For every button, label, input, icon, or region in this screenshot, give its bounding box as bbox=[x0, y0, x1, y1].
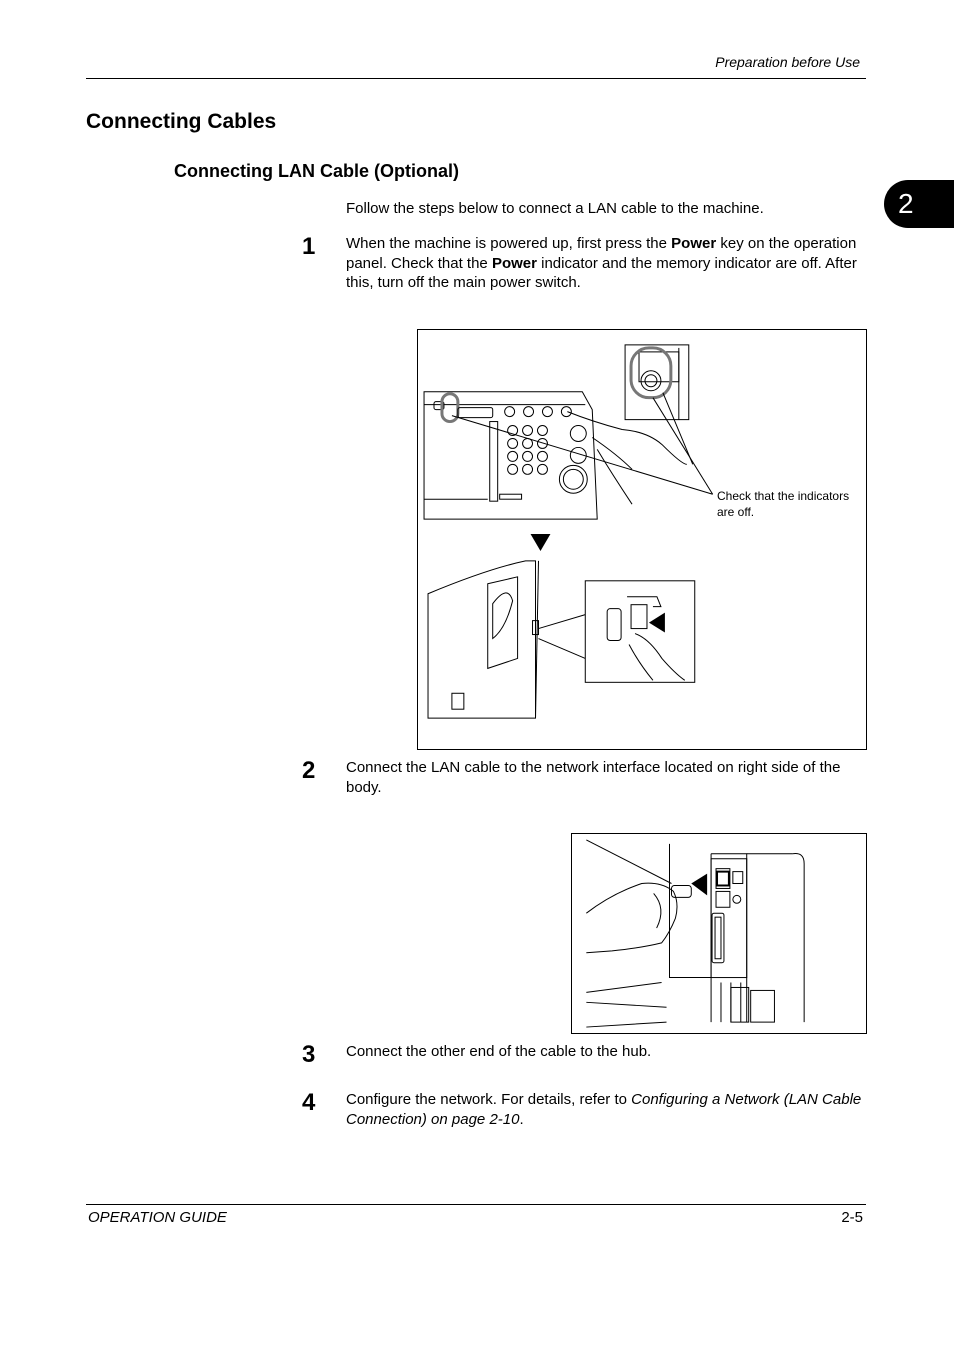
step-3-number: 3 bbox=[302, 1041, 316, 1068]
step-4-number: 4 bbox=[302, 1089, 316, 1116]
chapter-tab[interactable]: 2 bbox=[884, 180, 954, 228]
figure-power-off bbox=[417, 329, 867, 750]
section-subtitle: Connecting LAN Cable (Optional) bbox=[174, 161, 459, 181]
page-number: 2-5 bbox=[841, 1209, 863, 1226]
figure1-callout: Check that the indicators are off. bbox=[717, 489, 850, 519]
step-1-text: When the machine is powered up, first press the Power key on the operation panel. Check that the Power indicator and the memory indicator are off. After this, turn off the main power switch. bbox=[346, 235, 857, 291]
step-1-number: 1 bbox=[302, 233, 316, 260]
step-3-text: Connect the other end of the cable to the hub. bbox=[346, 1043, 652, 1060]
step-4-text: Configure the network. For details, refer to Configuring a Network (LAN Cable Connection) on page 2-10. bbox=[346, 1091, 862, 1128]
intro-text: Follow the steps below to connect a LAN cable to the machine. bbox=[346, 200, 764, 217]
running-header: Preparation before Use bbox=[715, 54, 860, 70]
step-2-number: 2 bbox=[302, 757, 316, 784]
header-rule bbox=[86, 78, 866, 79]
lan-connect-illustration bbox=[572, 834, 866, 1033]
page-title: Connecting Cables bbox=[86, 110, 277, 133]
footer-guide-title: OPERATION GUIDE bbox=[88, 1209, 227, 1226]
figure-lan-connect bbox=[571, 833, 867, 1034]
power-off-illustration bbox=[418, 330, 866, 749]
step-2-text: Connect the LAN cable to the network interface located on right side of the body. bbox=[346, 759, 841, 796]
footer-rule bbox=[86, 1204, 866, 1205]
cross-reference-link[interactable]: Configuring a Network (LAN Cable Connection) on page 2-10 bbox=[346, 1091, 862, 1128]
